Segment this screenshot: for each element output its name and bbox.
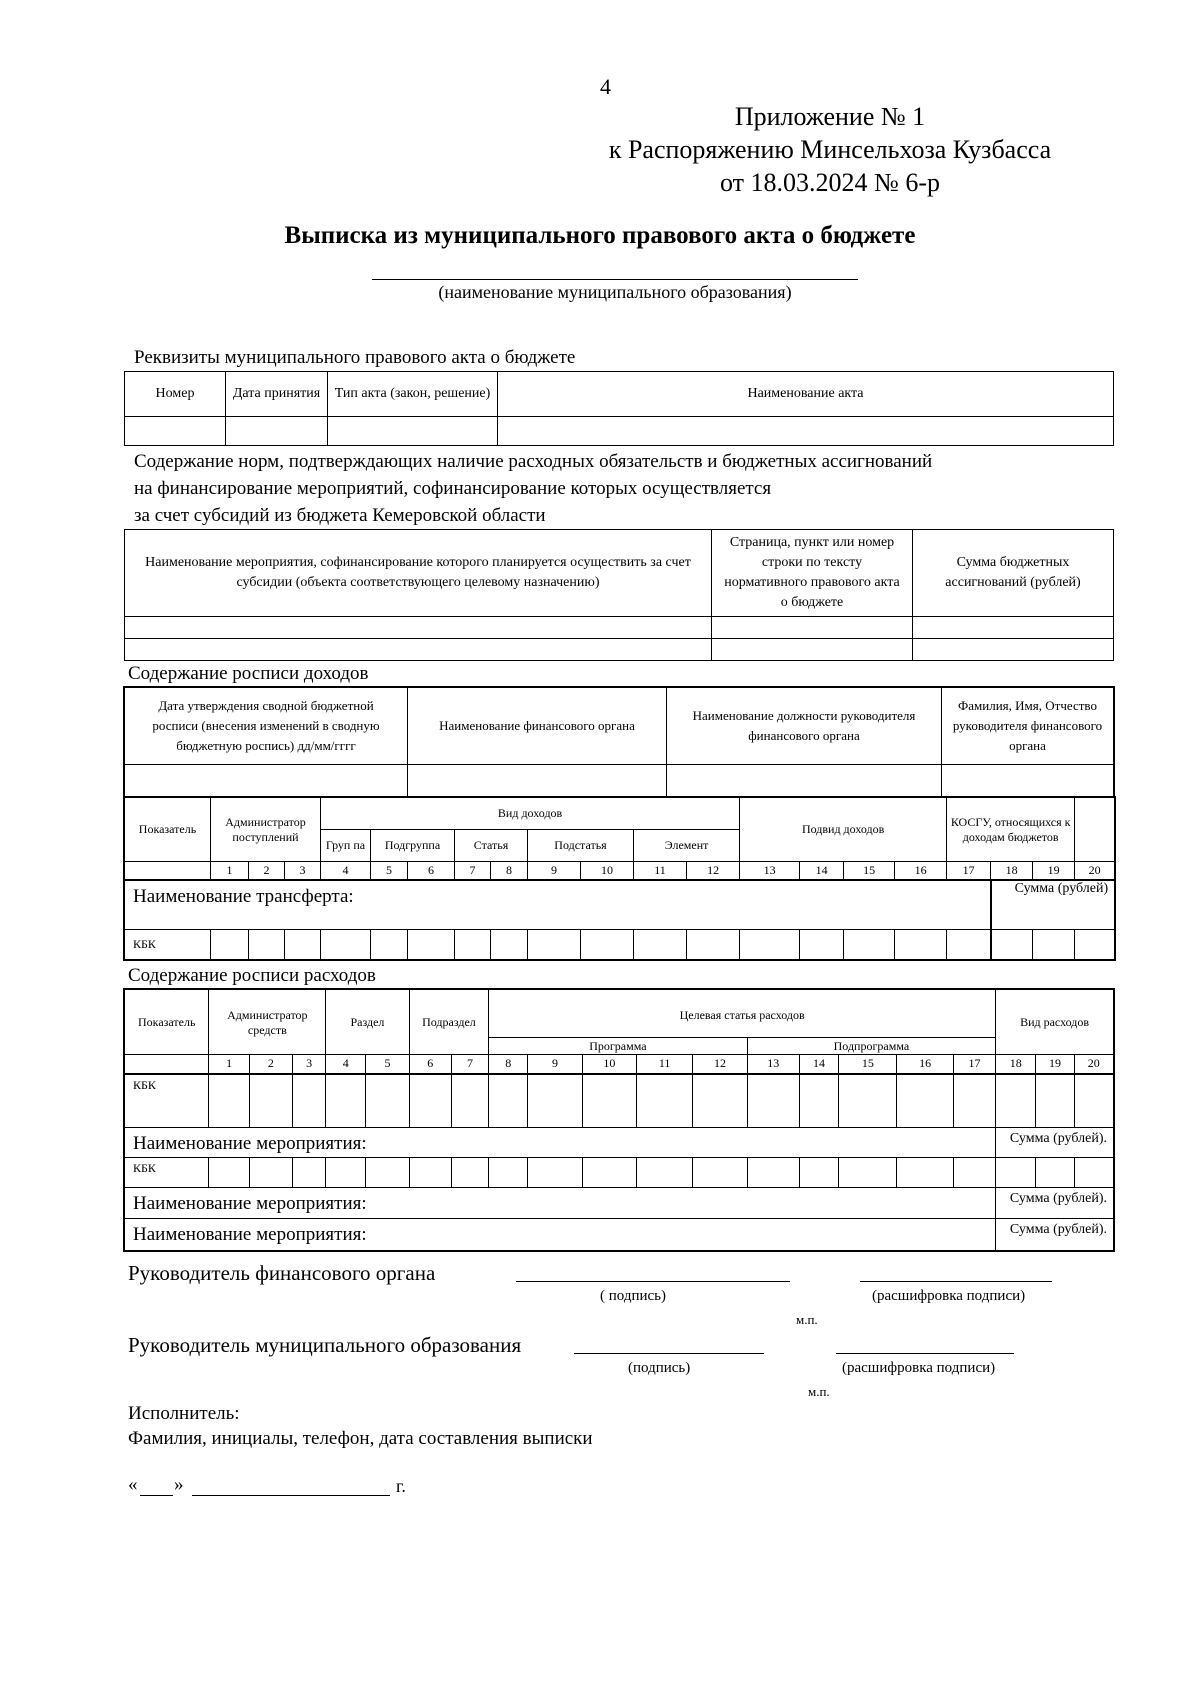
- expense-kbk-cell[interactable]: [366, 1074, 409, 1128]
- expense-kbk-cell[interactable]: [693, 1074, 747, 1128]
- mun-head-decode-caption: (расшифровка подписи): [842, 1360, 996, 1376]
- expense-admin-header: Администратор средств: [209, 990, 326, 1055]
- expense-kbk-cell[interactable]: [209, 1074, 249, 1128]
- income-col-number: 9: [528, 862, 581, 880]
- income-kbk-row: [125, 930, 1115, 960]
- expense-col-number: 20: [1074, 1055, 1113, 1074]
- date-close-quote: »: [174, 1474, 184, 1495]
- mun-head-label: Руководитель муниципального образования: [128, 1333, 522, 1357]
- income-col-number: 15: [844, 862, 895, 880]
- income-col-number: 12: [687, 862, 740, 880]
- norms-line3: за счет субсидий из бюджета Кемеровской области: [134, 505, 546, 526]
- income-number-cell: [125, 862, 211, 880]
- income-col-number: 2: [249, 862, 285, 880]
- income-col-number: 16: [895, 862, 947, 880]
- expense-kbk-cell[interactable]: [637, 1074, 693, 1128]
- executor-details: Фамилия, инициалы, телефон, дата составления выписки: [128, 1428, 593, 1449]
- document-title: Выписка из муниципального правового акта о бюджете: [284, 222, 916, 249]
- cell-number[interactable]: [125, 417, 226, 446]
- fin-head-decode-line[interactable]: [860, 1281, 1052, 1282]
- expense-kbk-cell[interactable]: [839, 1158, 897, 1188]
- income-kbk-cell[interactable]: [800, 930, 844, 960]
- income-col-number: 6: [408, 862, 455, 880]
- expense-section-header: Раздел: [326, 990, 410, 1055]
- expense-col-number: 15: [839, 1055, 897, 1074]
- income-kbk-cell[interactable]: [581, 930, 634, 960]
- expense-col-number: 16: [897, 1055, 953, 1074]
- expense-col-number: 17: [953, 1055, 995, 1074]
- expense-kbk-cell[interactable]: [897, 1158, 953, 1188]
- expense-col-number: 2: [249, 1055, 292, 1074]
- income-col-number: 7: [455, 862, 491, 880]
- expense-kbk-cell[interactable]: [292, 1158, 325, 1188]
- header-act-type: Тип акта (закон, решение): [328, 372, 498, 417]
- municipality-caption: (наименование муниципального образования): [438, 282, 792, 302]
- event-name-3: Наименование мероприятия:: [125, 1219, 996, 1251]
- expense-col-number: 11: [637, 1055, 693, 1074]
- expense-kbk-cell[interactable]: [249, 1074, 292, 1128]
- expense-kbk-cell[interactable]: [292, 1074, 325, 1128]
- income-col-number: 14: [800, 862, 844, 880]
- norms-line1: Содержание норм, подтверждающих наличие расходных обязательств и бюджетных ассигнований: [134, 451, 933, 472]
- expense-kbk-cell[interactable]: [409, 1074, 451, 1128]
- expense-program-header: Программа: [489, 1038, 747, 1055]
- expense-kbk-cell[interactable]: [996, 1158, 1036, 1188]
- executor-label: Исполнитель:: [128, 1403, 240, 1424]
- requisites-table: [124, 371, 1114, 446]
- income-col-number: 18: [991, 862, 1033, 880]
- income-kbk-cell[interactable]: [211, 930, 249, 960]
- fin-head-decode-caption: (расшифровка подписи): [872, 1288, 1026, 1304]
- stamp-place-2: м.п.: [808, 1384, 830, 1399]
- expense-label: Содержание росписи расходов: [128, 965, 376, 986]
- income-article-header: Статья: [455, 830, 528, 862]
- header-fin-body: Наименование финансового органа: [408, 688, 667, 765]
- income-col-number: 11: [634, 862, 687, 880]
- expense-subprogram-header: Подпрограмма: [747, 1038, 996, 1055]
- cell-head-position[interactable]: [667, 765, 942, 797]
- expense-col-number: 5: [366, 1055, 409, 1074]
- expense-kbk-row-2: [125, 1158, 1114, 1188]
- header-sum: Сумма бюджетных ассигнований (рублей): [913, 530, 1114, 617]
- income-col-number: 1: [211, 862, 249, 880]
- expense-kbk-cell[interactable]: [249, 1158, 292, 1188]
- stamp-place-1: м.п.: [796, 1312, 818, 1327]
- expense-col-number: 7: [451, 1055, 488, 1074]
- expense-kbk-cell[interactable]: [326, 1158, 366, 1188]
- cell-act-name[interactable]: [498, 417, 1114, 446]
- income-kbk-label: КБК: [125, 930, 211, 960]
- income-col-number: 4: [321, 862, 371, 880]
- event-name-1: Наименование мероприятия:: [125, 1128, 996, 1158]
- mun-head-signature-line[interactable]: [574, 1353, 764, 1354]
- income-kbk-cell[interactable]: [991, 930, 1033, 960]
- norms-row-cell[interactable]: [125, 617, 712, 639]
- fin-head-sign-caption: ( подпись): [600, 1288, 667, 1304]
- expense-kbk-cell[interactable]: [637, 1158, 693, 1188]
- expense-kbk-cell[interactable]: [489, 1074, 528, 1128]
- income-col-number: 17: [947, 862, 991, 880]
- expense-kbk-cell[interactable]: [747, 1158, 799, 1188]
- expense-number-cell: [125, 1055, 209, 1074]
- income-subarticle-header: Подстатья: [528, 830, 634, 862]
- municipality-line[interactable]: [372, 279, 858, 280]
- income-kbk-cell[interactable]: [1075, 930, 1115, 960]
- income-admin-header: Администратор поступлений: [211, 798, 321, 862]
- income-col-number: 8: [491, 862, 528, 880]
- expense-kbk-label: КБК: [125, 1074, 209, 1128]
- expense-kbk-cell[interactable]: [1036, 1074, 1074, 1128]
- fin-head-label: Руководитель финансового органа: [128, 1261, 436, 1285]
- income-kbk-cell[interactable]: [1033, 930, 1075, 960]
- income-kbk-cell[interactable]: [491, 930, 528, 960]
- income-kbk-cell[interactable]: [634, 930, 687, 960]
- income-codes-table: [124, 797, 1115, 960]
- income-col-number: 13: [740, 862, 800, 880]
- event-sum-label-2: Сумма (рублей).: [996, 1188, 1114, 1219]
- expense-kbk-cell[interactable]: [953, 1074, 995, 1128]
- cell-approval-date[interactable]: [125, 765, 408, 797]
- expense-subsection-header: Подраздел: [409, 990, 488, 1055]
- expense-kbk-cell[interactable]: [747, 1074, 799, 1128]
- date-open-quote: «: [128, 1474, 138, 1495]
- header-act-name: Наименование акта: [498, 372, 1114, 417]
- expense-indicator-header: Показатель: [125, 990, 209, 1055]
- appendix-line2: к Распоряжению Минсельхоза Кузбасса: [608, 135, 1052, 164]
- expense-kbk-cell[interactable]: [582, 1158, 636, 1188]
- expense-kbk-cell[interactable]: [799, 1074, 838, 1128]
- header-page-ref: Страница, пункт или номер строки по тексту нормативного правового акта о бюджете: [712, 530, 913, 617]
- expense-kbk-cell[interactable]: [1074, 1074, 1113, 1128]
- cell-fin-body[interactable]: [408, 765, 667, 797]
- expense-kbk-cell[interactable]: [897, 1074, 953, 1128]
- cell-head-name[interactable]: [942, 765, 1114, 797]
- income-kbk-cell[interactable]: [321, 930, 371, 960]
- expense-kbk-cell[interactable]: [693, 1158, 747, 1188]
- expense-kbk-cell[interactable]: [326, 1074, 366, 1128]
- income-kbk-cell[interactable]: [895, 930, 947, 960]
- income-col-number: 10: [581, 862, 634, 880]
- expense-table: [124, 989, 1114, 1251]
- expense-col-number: 4: [326, 1055, 366, 1074]
- expense-col-number: 6: [409, 1055, 451, 1074]
- mun-head-decode-line[interactable]: [836, 1353, 1014, 1354]
- expense-kbk-label: КБК: [125, 1158, 209, 1188]
- expense-kbk-cell[interactable]: [528, 1074, 582, 1128]
- event-sum-label-1: Сумма (рублей).: [996, 1128, 1114, 1158]
- income-subtype-header: Подвид доходов: [740, 798, 947, 862]
- expense-kbk-row-1: [125, 1074, 1114, 1128]
- norms-text: [134, 448, 932, 529]
- header-approval-date: Дата утверждения сводной бюджетной росписи (внесения изменений в сводную бюджетную роспись) дд/мм/гггг: [125, 688, 408, 765]
- expense-col-number: 14: [799, 1055, 838, 1074]
- mun-head-sign-caption: (подпись): [628, 1360, 691, 1376]
- expense-type-header: Вид расходов: [996, 990, 1114, 1055]
- income-kbk-cell[interactable]: [740, 930, 800, 960]
- income-number-row: [125, 862, 1115, 880]
- income-group-header: Груп па: [321, 830, 371, 862]
- expense-kbk-cell[interactable]: [409, 1158, 451, 1188]
- expense-col-number: 9: [528, 1055, 582, 1074]
- expense-kbk-cell[interactable]: [839, 1074, 897, 1128]
- income-kosgu-header: КОСГУ, относящихся к доходам бюджетов: [947, 798, 1075, 862]
- expense-target-header: Целевая статья расходов: [489, 990, 996, 1038]
- appendix-line3: от 18.03.2024 № 6-р: [720, 168, 940, 197]
- expense-col-number: 3: [292, 1055, 325, 1074]
- income-col-number: 5: [371, 862, 408, 880]
- norms-table: [124, 529, 1114, 661]
- header-event: Наименование мероприятия, софинансирование которого планируется осуществить за счет субсидии (объекта соответствующего целевому назначению): [125, 530, 712, 617]
- income-element-header: Элемент: [634, 830, 740, 862]
- income-kbk-cell[interactable]: [455, 930, 491, 960]
- income-col-number: 3: [285, 862, 321, 880]
- header-date: Дата принятия: [226, 372, 328, 417]
- income-header-table: [124, 687, 1114, 797]
- expense-col-number: 13: [747, 1055, 799, 1074]
- expense-kbk-cell[interactable]: [451, 1158, 488, 1188]
- income-kbk-cell[interactable]: [687, 930, 740, 960]
- expense-kbk-cell[interactable]: [366, 1158, 409, 1188]
- norms-row-cell[interactable]: [712, 639, 913, 661]
- income-kbk-cell[interactable]: [285, 930, 321, 960]
- expense-kbk-cell[interactable]: [582, 1074, 636, 1128]
- expense-kbk-cell[interactable]: [451, 1074, 488, 1128]
- cell-date[interactable]: [226, 417, 328, 446]
- appendix-line1: Приложение № 1: [734, 102, 926, 131]
- income-subgroup-header: Подгруппа: [371, 830, 455, 862]
- expense-kbk-cell[interactable]: [953, 1158, 995, 1188]
- cell-act-type[interactable]: [328, 417, 498, 446]
- expense-col-number: 12: [693, 1055, 747, 1074]
- fin-head-signature-line[interactable]: [516, 1281, 790, 1282]
- expense-number-row: [125, 1055, 1114, 1074]
- norms-row-cell[interactable]: [913, 639, 1114, 661]
- header-head-position: Наименование должности руководителя финансового органа: [667, 688, 942, 765]
- appendix-block: [560, 100, 1100, 199]
- expense-col-number: 8: [489, 1055, 528, 1074]
- norms-row-cell[interactable]: [913, 617, 1114, 639]
- income-col-number: 19: [1033, 862, 1075, 880]
- expense-kbk-cell[interactable]: [1074, 1158, 1113, 1188]
- date-month-line[interactable]: [192, 1495, 390, 1496]
- event-name-2: Наименование мероприятия:: [125, 1188, 996, 1219]
- requisites-label: Реквизиты муниципального правового акта о бюджете: [134, 347, 576, 368]
- expense-kbk-cell[interactable]: [799, 1158, 838, 1188]
- expense-kbk-cell[interactable]: [1036, 1158, 1074, 1188]
- expense-kbk-cell[interactable]: [996, 1074, 1036, 1128]
- income-col-number: 20: [1075, 862, 1115, 880]
- expense-kbk-cell[interactable]: [489, 1158, 528, 1188]
- income-type-header: Вид доходов: [321, 798, 740, 830]
- income-kbk-cell[interactable]: [844, 930, 895, 960]
- norms-row-cell[interactable]: [712, 617, 913, 639]
- event-sum-label-3: Сумма (рублей).: [996, 1219, 1114, 1251]
- year-suffix: г.: [396, 1476, 406, 1496]
- norms-row-cell[interactable]: [125, 639, 712, 661]
- expense-col-number: 19: [1036, 1055, 1074, 1074]
- transfer-sum-label: Сумма (рублей): [991, 880, 1115, 930]
- header-head-name: Фамилия, Имя, Отчество руководителя финансового органа: [942, 688, 1114, 765]
- expense-col-number: 1: [209, 1055, 249, 1074]
- page-number: 4: [600, 74, 611, 99]
- income-kbk-cell[interactable]: [371, 930, 408, 960]
- date-day-line[interactable]: [140, 1495, 173, 1496]
- expense-kbk-cell[interactable]: [209, 1158, 249, 1188]
- expense-col-number: 18: [996, 1055, 1036, 1074]
- income-kbk-cell[interactable]: [528, 930, 581, 960]
- header-number: Номер: [125, 372, 226, 417]
- expense-col-number: 10: [582, 1055, 636, 1074]
- transfer-name: Наименование трансферта:: [125, 880, 991, 930]
- income-indicator-header: Показатель: [125, 798, 211, 862]
- income-label: Содержание росписи доходов: [128, 663, 369, 684]
- expense-kbk-cell[interactable]: [528, 1158, 582, 1188]
- income-kbk-cell[interactable]: [408, 930, 455, 960]
- income-kbk-cell[interactable]: [249, 930, 285, 960]
- norms-line2: на финансирование мероприятий, софинансирование которых осуществляется: [134, 478, 772, 499]
- income-kbk-cell[interactable]: [947, 930, 991, 960]
